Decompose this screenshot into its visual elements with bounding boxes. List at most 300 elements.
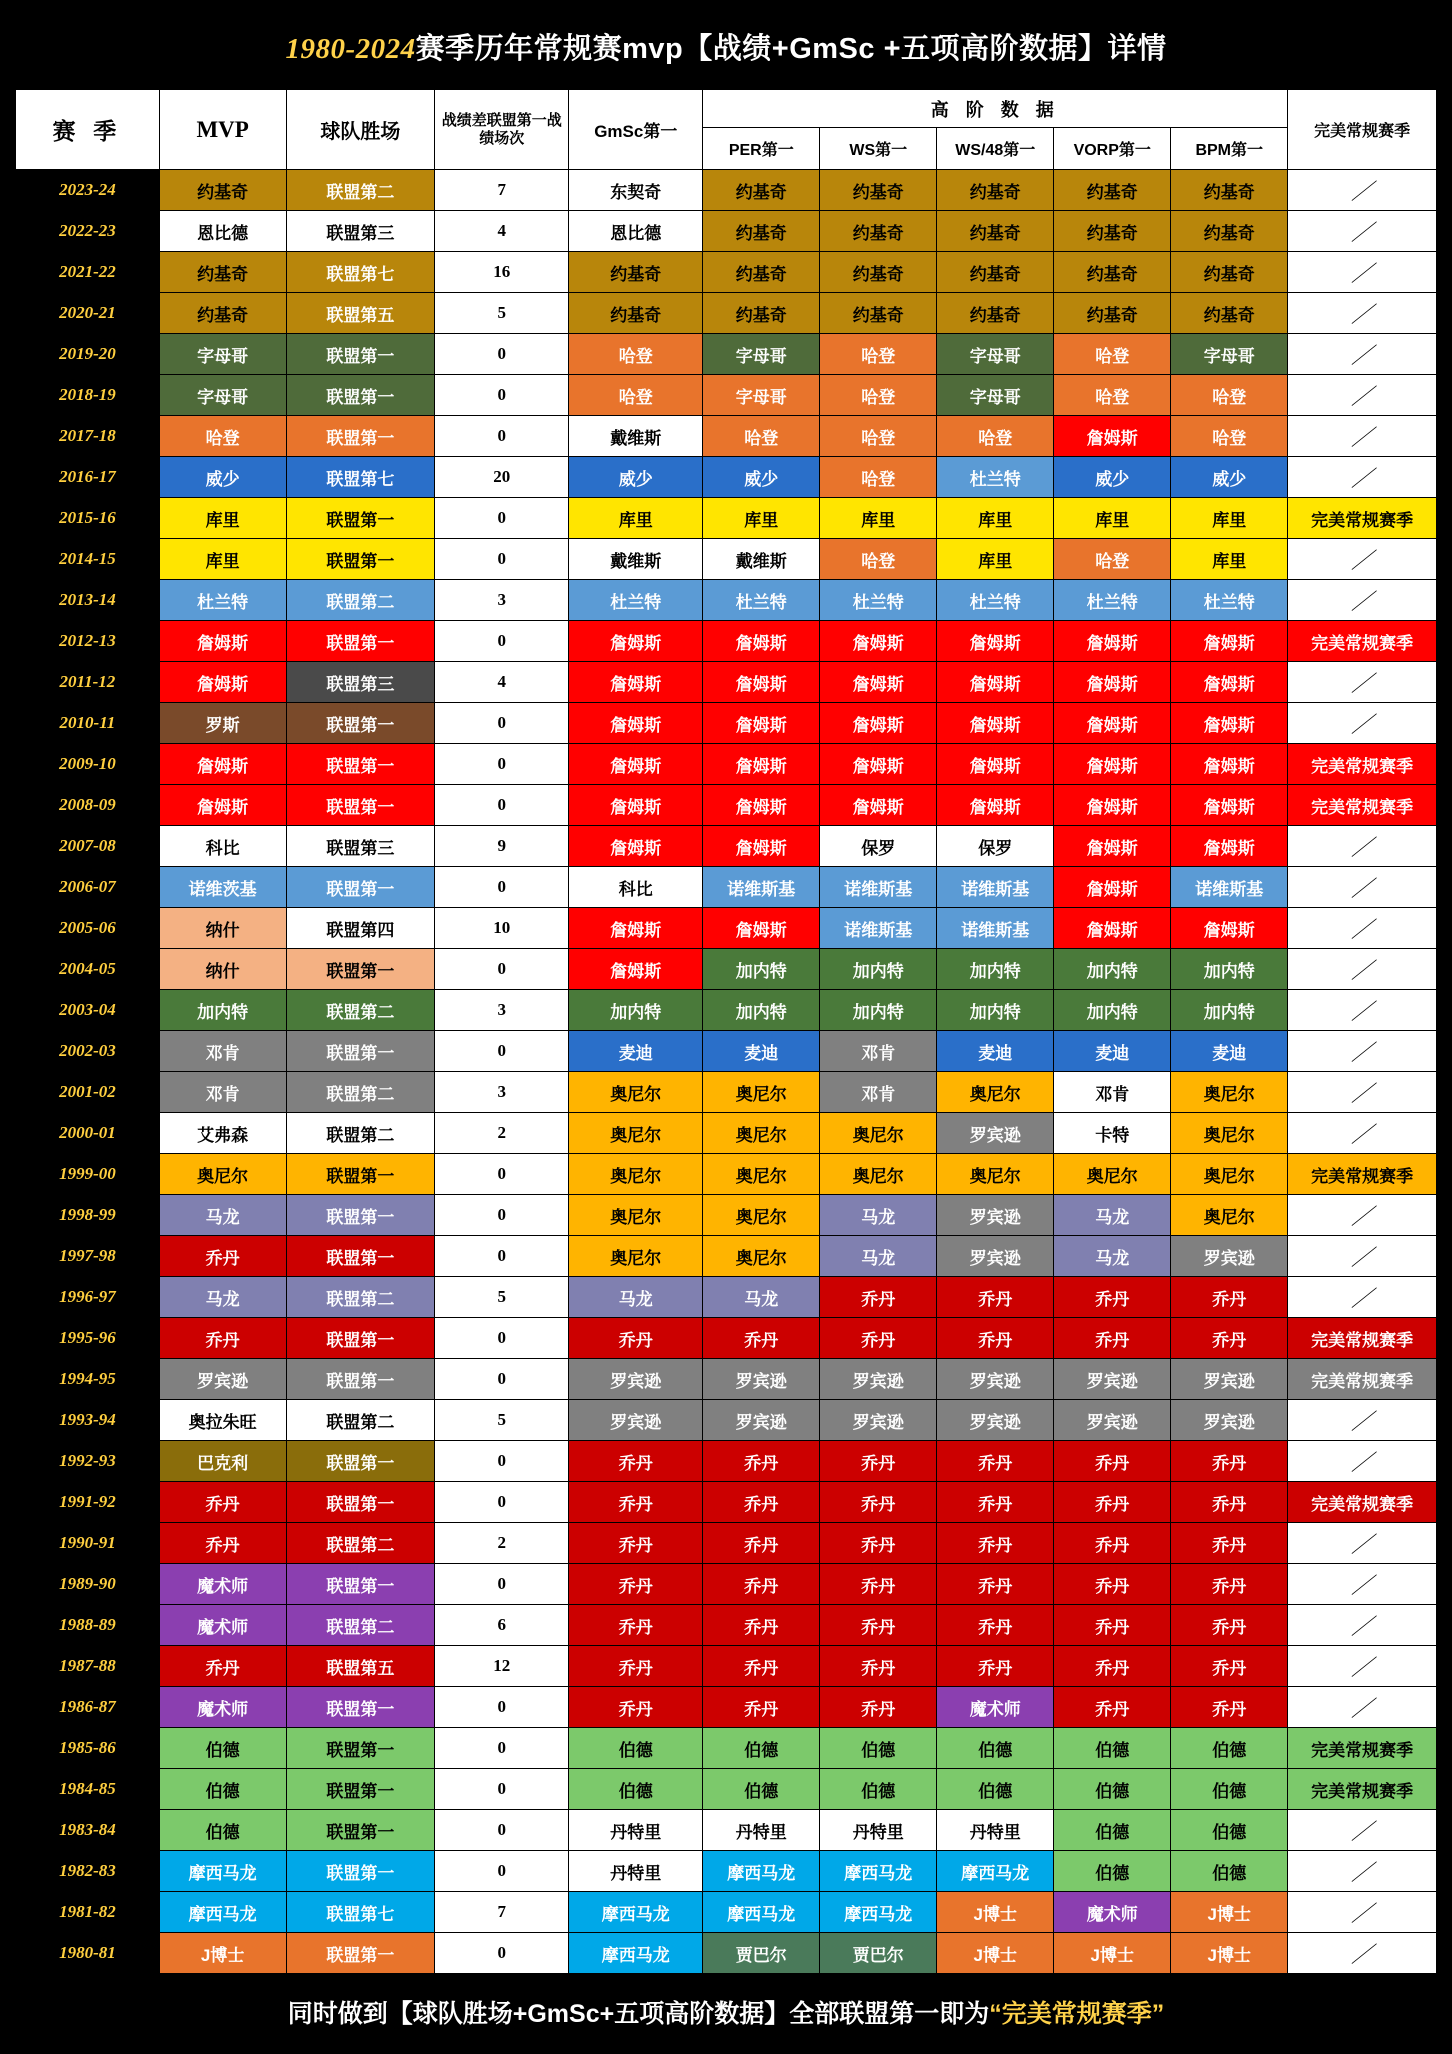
bpm-cell: 乔丹: [1171, 1605, 1288, 1646]
gmsc-cell: 乔丹: [569, 1523, 703, 1564]
vorp-cell: 乔丹: [1054, 1318, 1171, 1359]
table-row: [16, 211, 1437, 252]
ws48-cell: 乔丹: [937, 1605, 1054, 1646]
table-row: [16, 1482, 1437, 1523]
per-cell: 戴维斯: [703, 539, 820, 580]
vorp-cell: 乔丹: [1054, 1482, 1171, 1523]
perfect-season-cell: ／: [1288, 580, 1437, 621]
gmsc-cell: 奥尼尔: [569, 1154, 703, 1195]
gmsc-cell: 摩西马龙: [569, 1892, 703, 1933]
table-row: [16, 949, 1437, 990]
ws48-cell: 罗宾逊: [937, 1236, 1054, 1277]
season-cell: 2016-17: [16, 457, 160, 498]
mvp-cell: 罗宾逊: [159, 1359, 286, 1400]
mvp-cell: 邓肯: [159, 1031, 286, 1072]
season-cell: 1982-83: [16, 1851, 160, 1892]
vorp-cell: 伯德: [1054, 1769, 1171, 1810]
per-cell: 罗宾逊: [703, 1359, 820, 1400]
ws-cell: 乔丹: [820, 1564, 937, 1605]
team-wins-cell: 联盟第一: [286, 1933, 435, 1974]
per-cell: 乔丹: [703, 1318, 820, 1359]
vorp-cell: 马龙: [1054, 1236, 1171, 1277]
vorp-cell: 詹姆斯: [1054, 621, 1171, 662]
ws-cell: 约基奇: [820, 252, 937, 293]
perfect-season-cell: ／: [1288, 1851, 1437, 1892]
season-cell: 1984-85: [16, 1769, 160, 1810]
bpm-cell: 乔丹: [1171, 1564, 1288, 1605]
season-cell: 2022-23: [16, 211, 160, 252]
ws48-cell: J博士: [937, 1892, 1054, 1933]
perfect-season-cell: ／: [1288, 990, 1437, 1031]
perfect-season-cell: 完美常规赛季: [1288, 1318, 1437, 1359]
vorp-cell: 罗宾逊: [1054, 1400, 1171, 1441]
vorp-cell: 伯德: [1054, 1728, 1171, 1769]
vorp-cell: 伯德: [1054, 1851, 1171, 1892]
vorp-cell: 约基奇: [1054, 252, 1171, 293]
table-row: [16, 1154, 1437, 1195]
gmsc-cell: 戴维斯: [569, 416, 703, 457]
win-gap-cell: 7: [435, 1892, 569, 1933]
team-wins-cell: 联盟第一: [286, 1441, 435, 1482]
vorp-cell: 麦迪: [1054, 1031, 1171, 1072]
gmsc-cell: 詹姆斯: [569, 621, 703, 662]
table-row: [16, 498, 1437, 539]
footer-note-text: 同时做到【球队胜场+GmSc+五项高阶数据】全部联盟第一即为: [287, 2000, 990, 2028]
gmsc-cell: 罗宾逊: [569, 1400, 703, 1441]
ws-cell: 伯德: [820, 1728, 937, 1769]
gmsc-cell: 乔丹: [569, 1564, 703, 1605]
team-wins-cell: 联盟第一: [286, 1851, 435, 1892]
per-cell: 约基奇: [703, 252, 820, 293]
season-cell: 2020-21: [16, 293, 160, 334]
mvp-cell: 纳什: [159, 908, 286, 949]
bpm-cell: 库里: [1171, 539, 1288, 580]
bpm-cell: 加内特: [1171, 990, 1288, 1031]
table-row: [16, 580, 1437, 621]
win-gap-cell: 10: [435, 908, 569, 949]
per-cell: 字母哥: [703, 334, 820, 375]
per-cell: 罗宾逊: [703, 1400, 820, 1441]
bpm-cell: 奥尼尔: [1171, 1195, 1288, 1236]
ws48-cell: 杜兰特: [937, 457, 1054, 498]
perfect-season-cell: ／: [1288, 949, 1437, 990]
ws-cell: 奥尼尔: [820, 1113, 937, 1154]
vorp-cell: 哈登: [1054, 539, 1171, 580]
perfect-season-cell: ／: [1288, 1523, 1437, 1564]
mvp-cell: 字母哥: [159, 375, 286, 416]
perfect-season-cell: 完美常规赛季: [1288, 1769, 1437, 1810]
gmsc-cell: 奥尼尔: [569, 1113, 703, 1154]
win-gap-cell: 0: [435, 1687, 569, 1728]
ws-cell: 诺维斯基: [820, 908, 937, 949]
mvp-cell: 乔丹: [159, 1236, 286, 1277]
mvp-cell: 伯德: [159, 1769, 286, 1810]
ws48-cell: J博士: [937, 1933, 1054, 1974]
ws48-cell: 詹姆斯: [937, 744, 1054, 785]
bpm-cell: 乔丹: [1171, 1523, 1288, 1564]
season-cell: 2001-02: [16, 1072, 160, 1113]
gmsc-cell: 威少: [569, 457, 703, 498]
vorp-cell: 乔丹: [1054, 1687, 1171, 1728]
ws-cell: 保罗: [820, 826, 937, 867]
per-cell: 伯德: [703, 1769, 820, 1810]
per-cell: 乔丹: [703, 1482, 820, 1523]
bpm-cell: 乔丹: [1171, 1318, 1288, 1359]
ws-cell: 乔丹: [820, 1277, 937, 1318]
ws48-cell: 乔丹: [937, 1277, 1054, 1318]
header-season: 赛 季: [16, 90, 160, 170]
table-row: [16, 1523, 1437, 1564]
team-wins-cell: 联盟第三: [286, 826, 435, 867]
season-cell: 2021-22: [16, 252, 160, 293]
vorp-cell: 乔丹: [1054, 1441, 1171, 1482]
header-bpm: BPM第一: [1171, 128, 1288, 170]
mvp-cell: 马龙: [159, 1195, 286, 1236]
team-wins-cell: 联盟第七: [286, 457, 435, 498]
table-body: [16, 170, 1437, 1974]
ws-cell: 摩西马龙: [820, 1851, 937, 1892]
vorp-cell: 约基奇: [1054, 293, 1171, 334]
bpm-cell: 詹姆斯: [1171, 785, 1288, 826]
per-cell: 伯德: [703, 1728, 820, 1769]
mvp-cell: 杜兰特: [159, 580, 286, 621]
team-wins-cell: 联盟第三: [286, 211, 435, 252]
perfect-season-cell: ／: [1288, 1113, 1437, 1154]
season-cell: 2014-15: [16, 539, 160, 580]
ws-cell: 哈登: [820, 457, 937, 498]
season-cell: 2005-06: [16, 908, 160, 949]
vorp-cell: 詹姆斯: [1054, 908, 1171, 949]
table-row: [16, 1031, 1437, 1072]
gmsc-cell: 约基奇: [569, 293, 703, 334]
vorp-cell: J博士: [1054, 1933, 1171, 1974]
team-wins-cell: 联盟第二: [286, 1523, 435, 1564]
season-cell: 2015-16: [16, 498, 160, 539]
win-gap-cell: 12: [435, 1646, 569, 1687]
season-cell: 1999-00: [16, 1154, 160, 1195]
team-wins-cell: 联盟第一: [286, 867, 435, 908]
mvp-cell: 邓肯: [159, 1072, 286, 1113]
table-row: [16, 1646, 1437, 1687]
mvp-cell: 约基奇: [159, 293, 286, 334]
table-row: [16, 703, 1437, 744]
bpm-cell: 乔丹: [1171, 1482, 1288, 1523]
win-gap-cell: 6: [435, 1605, 569, 1646]
gmsc-cell: 乔丹: [569, 1318, 703, 1359]
season-cell: 1987-88: [16, 1646, 160, 1687]
per-cell: 哈登: [703, 416, 820, 457]
win-gap-cell: 0: [435, 703, 569, 744]
win-gap-cell: 0: [435, 1236, 569, 1277]
ws-cell: 乔丹: [820, 1687, 937, 1728]
perfect-season-cell: ／: [1288, 211, 1437, 252]
ws-cell: 库里: [820, 498, 937, 539]
gmsc-cell: 麦迪: [569, 1031, 703, 1072]
perfect-season-cell: ／: [1288, 1236, 1437, 1277]
team-wins-cell: 联盟第二: [286, 170, 435, 211]
vorp-cell: 乔丹: [1054, 1523, 1171, 1564]
season-cell: 1991-92: [16, 1482, 160, 1523]
win-gap-cell: 3: [435, 1072, 569, 1113]
bpm-cell: 奥尼尔: [1171, 1113, 1288, 1154]
ws48-cell: 魔术师: [937, 1687, 1054, 1728]
ws48-cell: 乔丹: [937, 1482, 1054, 1523]
bpm-cell: 乔丹: [1171, 1687, 1288, 1728]
team-wins-cell: 联盟第二: [286, 1277, 435, 1318]
per-cell: 詹姆斯: [703, 908, 820, 949]
win-gap-cell: 0: [435, 785, 569, 826]
ws48-cell: 奥尼尔: [937, 1154, 1054, 1195]
team-wins-cell: 联盟第一: [286, 416, 435, 457]
vorp-cell: 詹姆斯: [1054, 416, 1171, 457]
season-cell: 2003-04: [16, 990, 160, 1031]
table-row: [16, 826, 1437, 867]
perfect-season-cell: ／: [1288, 170, 1437, 211]
perfect-season-cell: 完美常规赛季: [1288, 1359, 1437, 1400]
ws48-cell: 乔丹: [937, 1564, 1054, 1605]
per-cell: 摩西马龙: [703, 1892, 820, 1933]
team-wins-cell: 联盟第一: [286, 334, 435, 375]
per-cell: 詹姆斯: [703, 621, 820, 662]
bpm-cell: 约基奇: [1171, 293, 1288, 334]
season-cell: 2000-01: [16, 1113, 160, 1154]
mvp-cell: 奥尼尔: [159, 1154, 286, 1195]
gmsc-cell: 乔丹: [569, 1605, 703, 1646]
season-cell: 1988-89: [16, 1605, 160, 1646]
header-ws48: WS/48第一: [937, 128, 1054, 170]
team-wins-cell: 联盟第一: [286, 744, 435, 785]
mvp-cell: J博士: [159, 1933, 286, 1974]
perfect-season-cell: ／: [1288, 293, 1437, 334]
table-row: [16, 1728, 1437, 1769]
mvp-cell: 艾弗森: [159, 1113, 286, 1154]
table-row: [16, 1851, 1437, 1892]
perfect-season-cell: 完美常规赛季: [1288, 498, 1437, 539]
ws-cell: 马龙: [820, 1195, 937, 1236]
mvp-table: [15, 89, 1437, 1974]
ws48-cell: 奥尼尔: [937, 1072, 1054, 1113]
mvp-cell: 科比: [159, 826, 286, 867]
ws-cell: 摩西马龙: [820, 1892, 937, 1933]
win-gap-cell: 16: [435, 252, 569, 293]
team-wins-cell: 联盟第一: [286, 1769, 435, 1810]
header-mvp: MVP: [159, 90, 286, 170]
team-wins-cell: 联盟第五: [286, 1646, 435, 1687]
bpm-cell: 詹姆斯: [1171, 908, 1288, 949]
perfect-season-cell: ／: [1288, 1072, 1437, 1113]
ws48-cell: 摩西马龙: [937, 1851, 1054, 1892]
gmsc-cell: 哈登: [569, 375, 703, 416]
ws48-cell: 乔丹: [937, 1318, 1054, 1359]
team-wins-cell: 联盟第一: [286, 1810, 435, 1851]
win-gap-cell: 0: [435, 621, 569, 662]
ws-cell: 乔丹: [820, 1523, 937, 1564]
bpm-cell: 加内特: [1171, 949, 1288, 990]
vorp-cell: 库里: [1054, 498, 1171, 539]
team-wins-cell: 联盟第一: [286, 1318, 435, 1359]
mvp-cell: 乔丹: [159, 1318, 286, 1359]
table-row: [16, 1933, 1437, 1974]
bpm-cell: 约基奇: [1171, 170, 1288, 211]
season-cell: 1989-90: [16, 1564, 160, 1605]
ws48-cell: 詹姆斯: [937, 621, 1054, 662]
ws48-cell: 保罗: [937, 826, 1054, 867]
header-gmsc: GmSc第一: [569, 90, 703, 170]
ws-cell: 乔丹: [820, 1646, 937, 1687]
gmsc-cell: 詹姆斯: [569, 703, 703, 744]
per-cell: 詹姆斯: [703, 826, 820, 867]
ws48-cell: 乔丹: [937, 1646, 1054, 1687]
header-ws: WS第一: [820, 128, 937, 170]
bpm-cell: 哈登: [1171, 375, 1288, 416]
mvp-cell: 魔术师: [159, 1564, 286, 1605]
team-wins-cell: 联盟第二: [286, 1113, 435, 1154]
bpm-cell: J博士: [1171, 1892, 1288, 1933]
bpm-cell: 詹姆斯: [1171, 744, 1288, 785]
perfect-season-cell: 完美常规赛季: [1288, 1482, 1437, 1523]
win-gap-cell: 4: [435, 662, 569, 703]
table-row: [16, 539, 1437, 580]
ws48-cell: 加内特: [937, 990, 1054, 1031]
vorp-cell: 詹姆斯: [1054, 662, 1171, 703]
perfect-season-cell: ／: [1288, 867, 1437, 908]
gmsc-cell: 詹姆斯: [569, 785, 703, 826]
ws48-cell: 麦迪: [937, 1031, 1054, 1072]
season-cell: 2010-11: [16, 703, 160, 744]
ws-cell: 詹姆斯: [820, 785, 937, 826]
win-gap-cell: 0: [435, 1441, 569, 1482]
table-row: [16, 1072, 1437, 1113]
win-gap-cell: 7: [435, 170, 569, 211]
ws48-cell: 丹特里: [937, 1810, 1054, 1851]
ws-cell: 马龙: [820, 1236, 937, 1277]
table-row: [16, 416, 1437, 457]
bpm-cell: 詹姆斯: [1171, 826, 1288, 867]
ws48-cell: 罗宾逊: [937, 1359, 1054, 1400]
ws48-cell: 诺维斯基: [937, 867, 1054, 908]
win-gap-cell: 0: [435, 1769, 569, 1810]
per-cell: 乔丹: [703, 1687, 820, 1728]
win-gap-cell: 0: [435, 1851, 569, 1892]
perfect-season-cell: ／: [1288, 1031, 1437, 1072]
ws-cell: 约基奇: [820, 170, 937, 211]
bpm-cell: 哈登: [1171, 416, 1288, 457]
per-cell: 奥尼尔: [703, 1195, 820, 1236]
per-cell: 乔丹: [703, 1646, 820, 1687]
bpm-cell: 奥尼尔: [1171, 1072, 1288, 1113]
perfect-season-cell: ／: [1288, 416, 1437, 457]
gmsc-cell: 乔丹: [569, 1482, 703, 1523]
vorp-cell: 伯德: [1054, 1810, 1171, 1851]
win-gap-cell: 0: [435, 1359, 569, 1400]
per-cell: 詹姆斯: [703, 703, 820, 744]
per-cell: 詹姆斯: [703, 744, 820, 785]
bpm-cell: 罗宾逊: [1171, 1359, 1288, 1400]
win-gap-cell: 0: [435, 1154, 569, 1195]
perfect-season-cell: ／: [1288, 1564, 1437, 1605]
ws48-cell: 詹姆斯: [937, 662, 1054, 703]
ws48-cell: 库里: [937, 498, 1054, 539]
ws48-cell: 加内特: [937, 949, 1054, 990]
season-cell: 2006-07: [16, 867, 160, 908]
win-gap-cell: 0: [435, 1318, 569, 1359]
perfect-season-cell: ／: [1288, 1646, 1437, 1687]
mvp-cell: 魔术师: [159, 1687, 286, 1728]
vorp-cell: 乔丹: [1054, 1564, 1171, 1605]
per-cell: 加内特: [703, 949, 820, 990]
ws-cell: 约基奇: [820, 211, 937, 252]
team-wins-cell: 联盟第二: [286, 1605, 435, 1646]
per-cell: 麦迪: [703, 1031, 820, 1072]
gmsc-cell: 丹特里: [569, 1810, 703, 1851]
win-gap-cell: 9: [435, 826, 569, 867]
mvp-cell: 哈登: [159, 416, 286, 457]
bpm-cell: 伯德: [1171, 1851, 1288, 1892]
table-row: [16, 908, 1437, 949]
team-wins-cell: 联盟第一: [286, 375, 435, 416]
perfect-season-cell: 完美常规赛季: [1288, 1728, 1437, 1769]
per-cell: 约基奇: [703, 293, 820, 334]
vorp-cell: 奥尼尔: [1054, 1154, 1171, 1195]
ws-cell: 乔丹: [820, 1441, 937, 1482]
mvp-cell: 乔丹: [159, 1482, 286, 1523]
mvp-cell: 诺维茨基: [159, 867, 286, 908]
win-gap-cell: 0: [435, 416, 569, 457]
table-row: [16, 785, 1437, 826]
per-cell: 约基奇: [703, 211, 820, 252]
vorp-cell: 加内特: [1054, 949, 1171, 990]
ws48-cell: 字母哥: [937, 375, 1054, 416]
perfect-season-cell: ／: [1288, 375, 1437, 416]
header-perfect-season: 完美常规赛季: [1288, 90, 1437, 170]
vorp-cell: 詹姆斯: [1054, 867, 1171, 908]
gmsc-cell: 乔丹: [569, 1646, 703, 1687]
season-cell: 2012-13: [16, 621, 160, 662]
season-cell: 1998-99: [16, 1195, 160, 1236]
table-row: [16, 1113, 1437, 1154]
ws48-cell: 约基奇: [937, 211, 1054, 252]
table-row: [16, 293, 1437, 334]
ws-cell: 哈登: [820, 539, 937, 580]
season-cell: 2008-09: [16, 785, 160, 826]
perfect-season-cell: 完美常规赛季: [1288, 621, 1437, 662]
win-gap-cell: 5: [435, 293, 569, 334]
table-row: [16, 170, 1437, 211]
win-gap-cell: 0: [435, 1810, 569, 1851]
season-cell: 1996-97: [16, 1277, 160, 1318]
bpm-cell: 杜兰特: [1171, 580, 1288, 621]
bpm-cell: 詹姆斯: [1171, 662, 1288, 703]
vorp-cell: 哈登: [1054, 334, 1171, 375]
gmsc-cell: 乔丹: [569, 1687, 703, 1728]
win-gap-cell: 0: [435, 539, 569, 580]
header-vorp: VORP第一: [1054, 128, 1171, 170]
win-gap-cell: 0: [435, 498, 569, 539]
season-cell: 2017-18: [16, 416, 160, 457]
team-wins-cell: 联盟第七: [286, 252, 435, 293]
team-wins-cell: 联盟第一: [286, 539, 435, 580]
ws-cell: 邓肯: [820, 1031, 937, 1072]
per-cell: 摩西马龙: [703, 1851, 820, 1892]
team-wins-cell: 联盟第一: [286, 1154, 435, 1195]
mvp-cell: 乔丹: [159, 1646, 286, 1687]
bpm-cell: 诺维斯基: [1171, 867, 1288, 908]
table-row: [16, 334, 1437, 375]
per-cell: 乔丹: [703, 1605, 820, 1646]
team-wins-cell: 联盟第一: [286, 1564, 435, 1605]
win-gap-cell: 2: [435, 1113, 569, 1154]
per-cell: 字母哥: [703, 375, 820, 416]
